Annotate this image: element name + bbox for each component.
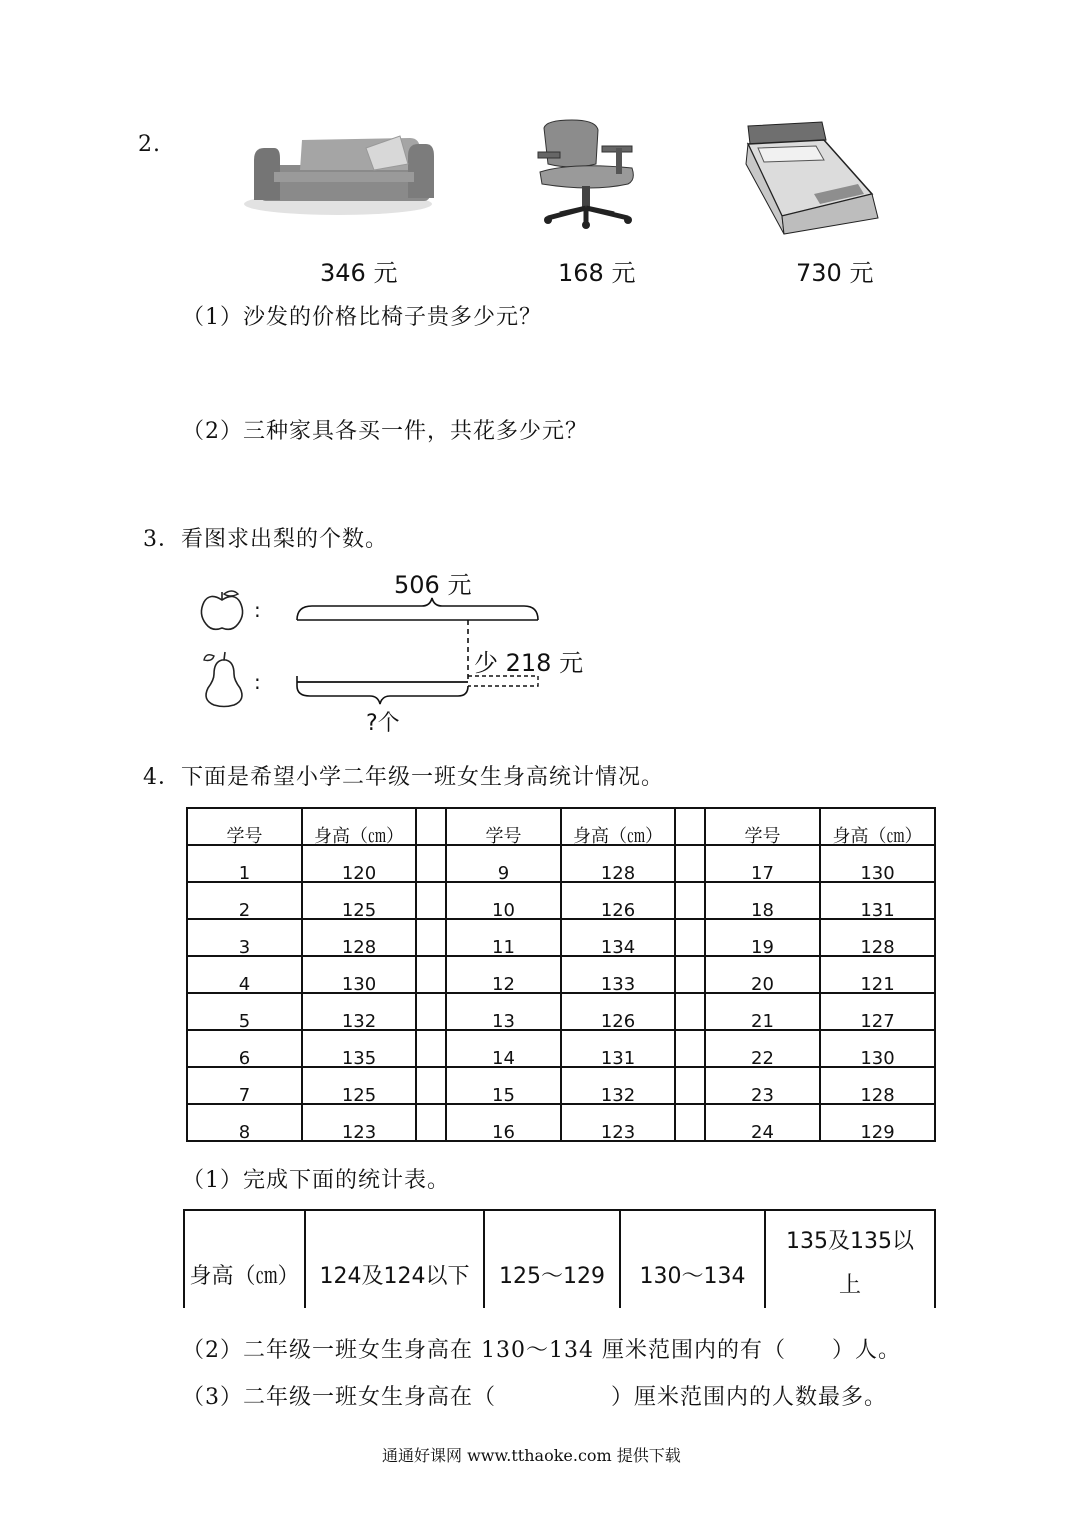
height-cell [561, 845, 675, 882]
header-id-text: 学号 [485, 826, 522, 847]
student-id-cell [705, 1030, 820, 1067]
student-id-cell [446, 919, 561, 956]
header-id [446, 808, 561, 845]
height-cell-text: 125 [341, 1085, 377, 1106]
table-row [187, 1104, 935, 1141]
chair-price: 168 元 [558, 259, 636, 287]
gap-cell [416, 845, 446, 882]
height-cell-text: 134 [600, 937, 636, 958]
height-cell [561, 882, 675, 919]
gap-cell [675, 882, 705, 919]
student-id-cell-text: 17 [751, 863, 774, 884]
chair-image [532, 118, 644, 230]
gap-cell [416, 1067, 446, 1104]
student-id-cell-text: 4 [238, 974, 251, 995]
student-id-cell [187, 919, 302, 956]
height-cell-text: 123 [341, 1122, 377, 1143]
question-4-sub3: （3）二年级一班女生身高在（ ）厘米范围内的人数最多。 [182, 1385, 887, 1410]
bed-image [738, 118, 884, 236]
gap-cell [675, 1104, 705, 1141]
height-cell-text: 128 [860, 1085, 895, 1106]
student-id-cell-text: 18 [751, 900, 774, 921]
student-id-cell-text: 13 [492, 1011, 515, 1032]
bed-price: 730 元 [796, 259, 874, 287]
height-cell-text: 128 [860, 937, 895, 958]
height-cell [561, 956, 675, 993]
height-cell [820, 919, 935, 956]
student-id-cell [446, 882, 561, 919]
height-cell [561, 1067, 675, 1104]
height-cell [302, 882, 416, 919]
student-id-cell [705, 845, 820, 882]
height-cell [561, 1104, 675, 1141]
height-cell [820, 956, 935, 993]
height-cell [302, 1104, 416, 1141]
gap-cell [675, 1030, 705, 1067]
student-id-cell-text: 12 [492, 974, 515, 995]
table-row [187, 882, 935, 919]
height-cell-text: 132 [341, 1011, 377, 1032]
gap-cell [675, 919, 705, 956]
student-id-cell [705, 993, 820, 1030]
student-id-cell-text: 24 [751, 1122, 774, 1143]
student-id-cell-text: 9 [497, 863, 510, 884]
student-id-cell-text: 6 [238, 1048, 251, 1069]
gap-cell [675, 956, 705, 993]
question-2-number: 2. [138, 132, 161, 157]
stat-header-124-below: 124及124以下 [305, 1210, 484, 1308]
student-id-cell [446, 1030, 561, 1067]
student-id-cell [705, 1104, 820, 1141]
height-cell [302, 845, 416, 882]
question-3-title: 3．看图求出梨的个数。 [143, 527, 388, 552]
height-cell [302, 1030, 416, 1067]
height-data-table [186, 807, 936, 1142]
less-label: 少 218 元 [474, 649, 584, 677]
student-id-cell-text: 16 [492, 1122, 515, 1143]
height-cell-text: 126 [600, 1011, 636, 1032]
student-id-cell-text: 3 [238, 937, 251, 958]
height-cell-text: 129 [860, 1122, 895, 1143]
table-header-row [187, 808, 935, 845]
student-id-cell [446, 1104, 561, 1141]
student-id-cell [187, 956, 302, 993]
height-cell-text: 121 [860, 974, 895, 995]
height-cell-text: 127 [860, 1011, 895, 1032]
stat-table [183, 1209, 936, 1308]
student-id-cell [187, 1030, 302, 1067]
height-cell [820, 1030, 935, 1067]
stat-header-row [184, 1210, 935, 1308]
height-cell-text: 132 [600, 1085, 636, 1106]
student-id-cell [705, 1067, 820, 1104]
height-cell-text: 131 [860, 900, 895, 921]
student-id-cell [187, 882, 302, 919]
student-id-cell-text: 14 [492, 1048, 515, 1069]
height-cell [302, 919, 416, 956]
gap-cell [416, 993, 446, 1030]
height-cell [820, 845, 935, 882]
student-id-cell-text: 20 [751, 974, 774, 995]
student-id-cell-text: 23 [751, 1085, 774, 1106]
header-height-text: 身高（㎝） [573, 826, 663, 847]
height-cell-text: 125 [341, 900, 377, 921]
student-id-cell [187, 845, 302, 882]
height-cell [561, 1030, 675, 1067]
table-row [187, 956, 935, 993]
table-row [187, 845, 935, 882]
student-id-cell-text: 2 [238, 900, 251, 921]
height-cell-text: 128 [600, 863, 636, 884]
height-cell-text: 130 [860, 863, 895, 884]
question-4-sub1: （1）完成下面的统计表。 [182, 1168, 450, 1193]
sofa-image [240, 130, 440, 220]
student-id-cell [705, 919, 820, 956]
table-row [187, 1067, 935, 1104]
question-4-title: 4．下面是希望小学二年级一班女生身高统计情况。 [143, 765, 664, 790]
student-id-cell-text: 10 [492, 900, 515, 921]
header-id-text: 学号 [744, 826, 781, 847]
stat-header-130-134: 130～134 [620, 1210, 765, 1308]
student-id-cell [705, 956, 820, 993]
height-cell [561, 993, 675, 1030]
gap-cell [416, 882, 446, 919]
header-id [705, 808, 820, 845]
sofa-price: 346 元 [320, 259, 398, 287]
segment-diagram [290, 596, 546, 708]
student-id-cell [446, 956, 561, 993]
gap-cell [675, 1067, 705, 1104]
stat-header-125-129: 125～129 [484, 1210, 620, 1308]
footer-text: 通通好课网 www.tthaoke.com 提供下载 [382, 1446, 681, 1465]
student-id-cell [187, 1067, 302, 1104]
student-id-cell-text: 5 [238, 1011, 251, 1032]
stat-header-height: 身高（㎝） [184, 1210, 305, 1308]
gap-cell [675, 845, 705, 882]
unknown-label: ?个 [366, 711, 400, 736]
question-4-sub2: （2）二年级一班女生身高在 130～134 厘米范围内的有（ ）人。 [182, 1338, 901, 1363]
student-id-cell-text: 15 [492, 1085, 515, 1106]
stat-header-overflow: 上 [838, 1273, 861, 1298]
header-height [820, 808, 935, 845]
height-cell [561, 919, 675, 956]
header-height [561, 808, 675, 845]
height-cell-text: 128 [341, 937, 377, 958]
student-id-cell-text: 1 [238, 863, 251, 884]
height-cell-text: 126 [600, 900, 636, 921]
student-id-cell [446, 1067, 561, 1104]
student-id-cell-text: 7 [238, 1085, 251, 1106]
height-cell [820, 882, 935, 919]
height-cell [302, 1067, 416, 1104]
height-cell [302, 993, 416, 1030]
header-height-text: 身高（㎝） [314, 826, 404, 847]
header-id [187, 808, 302, 845]
gap-cell [416, 1104, 446, 1141]
height-cell-text: 120 [341, 863, 377, 884]
student-id-cell [187, 993, 302, 1030]
height-cell-text: 133 [600, 974, 636, 995]
gap-cell [675, 808, 705, 845]
height-cell-text: 130 [860, 1048, 895, 1069]
header-height [302, 808, 416, 845]
apple-icon [198, 588, 250, 634]
header-id-text: 学号 [226, 826, 263, 847]
gap-cell [416, 919, 446, 956]
pear-icon [200, 650, 248, 708]
height-cell [820, 1104, 935, 1141]
student-id-cell [705, 882, 820, 919]
pear-colon: : [254, 670, 261, 694]
height-cell [302, 956, 416, 993]
stat-header-135-text: 135及135以 [786, 1229, 914, 1254]
student-id-cell-text: 22 [751, 1048, 774, 1069]
height-cell-text: 123 [600, 1122, 636, 1143]
header-height-text: 身高（㎝） [832, 826, 923, 847]
gap-cell [416, 808, 446, 845]
student-id-cell-text: 8 [238, 1122, 251, 1143]
gap-cell [416, 1030, 446, 1067]
height-cell-text: 130 [341, 974, 377, 995]
gap-cell [416, 956, 446, 993]
height-cell-text: 131 [600, 1048, 636, 1069]
table-row [187, 1030, 935, 1067]
height-cell [820, 993, 935, 1030]
question-2-sub2: （2）三种家具各买一件，共花多少元？ [182, 419, 588, 444]
total-label: 506 元 [394, 571, 472, 599]
height-cell-text: 135 [341, 1048, 377, 1069]
student-id-cell [187, 1104, 302, 1141]
stat-header-135-above [765, 1210, 935, 1308]
student-id-cell-text: 19 [751, 937, 774, 958]
student-id-cell [446, 845, 561, 882]
question-2-sub1: （1）沙发的价格比椅子贵多少元？ [182, 305, 542, 330]
student-id-cell [446, 993, 561, 1030]
table-row [187, 919, 935, 956]
gap-cell [675, 993, 705, 1030]
apple-colon: : [254, 598, 261, 622]
table-row [187, 993, 935, 1030]
student-id-cell-text: 21 [751, 1011, 774, 1032]
height-cell [820, 1067, 935, 1104]
student-id-cell-text: 11 [492, 937, 515, 958]
